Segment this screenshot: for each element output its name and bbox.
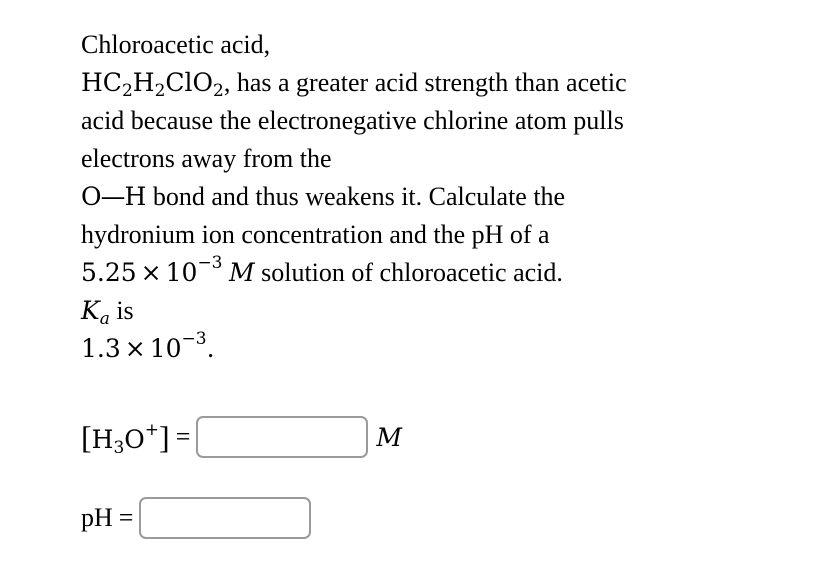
problem-line-5-text: bond and thus weakens it. Calculate the: [152, 182, 566, 211]
ph-equals-sign: =: [118, 503, 134, 532]
problem-line-6: hydronium ion concentration and the pH of a: [81, 220, 550, 249]
oh-bond-formula: O—H: [81, 182, 147, 211]
problem-line-2-text: , has a greater acid strength than acetic: [223, 68, 627, 97]
problem-line-7: [81, 254, 781, 292]
chloroacetic-acid-formula: $HC_2H_2ClO_2$: [81, 68, 224, 101]
ph-answer-row: [81, 496, 311, 540]
ka-is-text: is: [116, 296, 134, 325]
problem-line-1: Chloroacetic acid,: [81, 30, 271, 59]
h3o-equals-sign: =: [175, 422, 191, 451]
problem-line-8: [81, 292, 781, 330]
h3o-unit-label: M: [376, 422, 402, 452]
problem-line-7-text: solution of chloroacetic acid.: [261, 258, 563, 287]
ka-value: $1.3 \times 10^{-3}$.: [81, 329, 215, 363]
ph-label: pH: [81, 503, 113, 532]
h3o-answer-row: [81, 415, 402, 459]
concentration-value: $5.25 \times 10^{-3}$: [81, 253, 223, 287]
molarity-unit: M: [229, 258, 255, 287]
ka-symbol: $K_a$: [81, 296, 110, 329]
problem-line-4: electrons away from the: [81, 144, 332, 173]
h3o-concentration-input[interactable]: [196, 416, 368, 458]
problem-line-9: [81, 330, 781, 368]
problem-line-5: [81, 178, 781, 216]
problem-statement: [81, 26, 781, 368]
problem-line-2: [81, 64, 781, 102]
problem-line-3: acid because the electronegative chlorine atom pulls: [81, 106, 624, 135]
h3o-label: $[H_3O^+]$: [81, 418, 170, 458]
ph-input[interactable]: [139, 497, 311, 539]
